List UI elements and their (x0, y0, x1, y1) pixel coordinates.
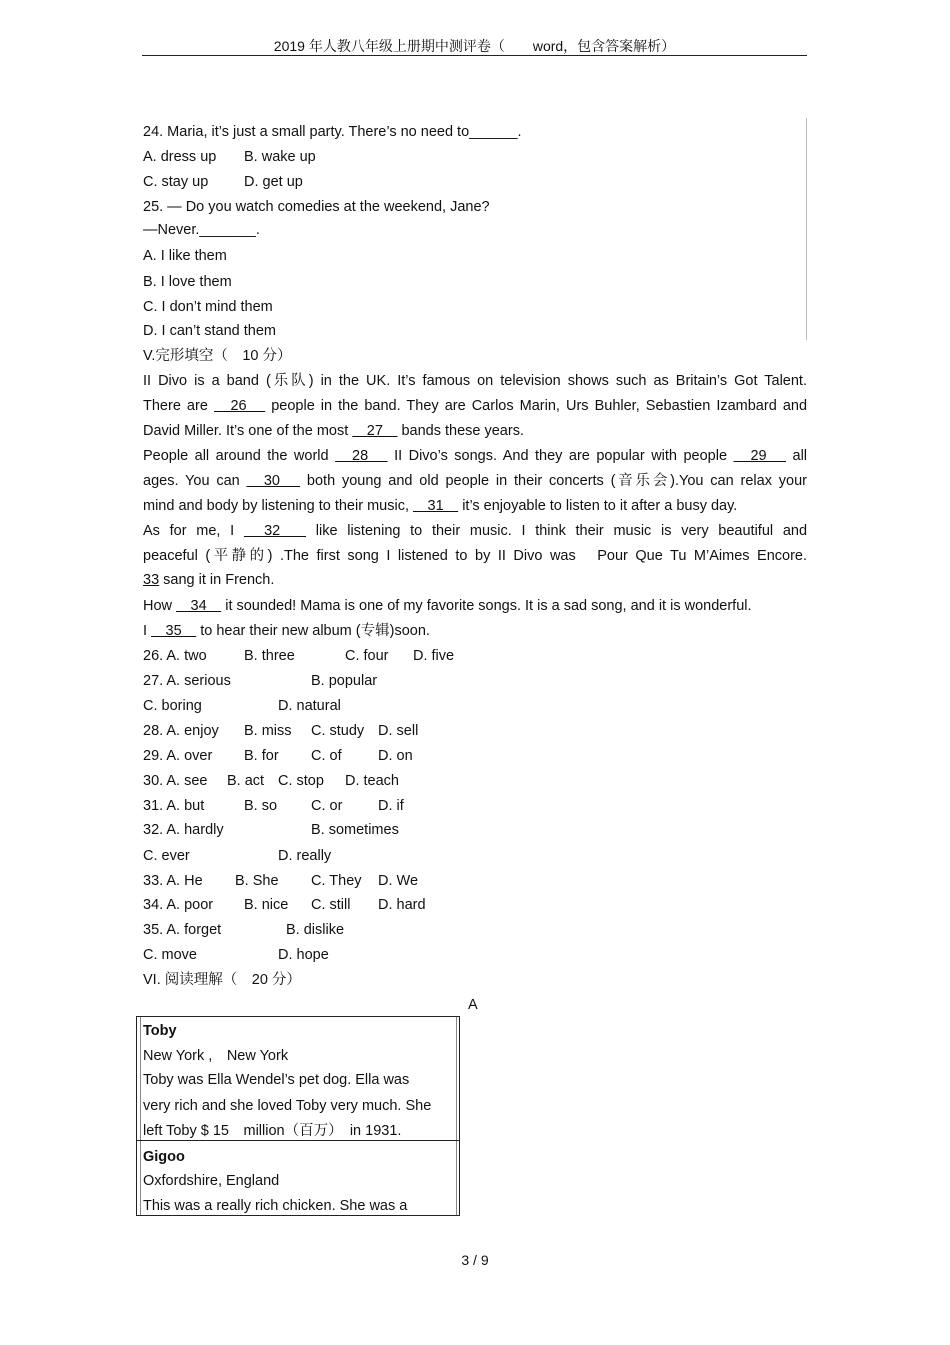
cloze-line-6: mind and body by listening to their music, 31 it’s enjoyable to listen to it after a busy day. (143, 498, 738, 514)
q34-option-c: C. still (311, 897, 351, 913)
q31-option-a: 31. A. but (143, 798, 205, 814)
q34-option-a: 34. A. poor (143, 897, 214, 913)
passage-label: A (468, 997, 478, 1013)
blank-28: 28 (335, 448, 388, 464)
q24-option-d: D. get up (244, 174, 303, 190)
q31-option-d: D. if (378, 798, 404, 814)
section-6-title: VI. 阅读理解（ 20 分） (143, 972, 301, 988)
blank-29: 29 (733, 448, 787, 464)
q27-option-a: 27. A. serious (143, 673, 231, 689)
q25-option-b: B. I love them (143, 274, 232, 290)
q25-option-d: D. I can’t stand them (143, 323, 276, 339)
blank-34: 34 (176, 598, 222, 614)
q33-option-a: 33. A. He (143, 873, 203, 889)
table-row-divider (137, 1140, 459, 1141)
q28-option-b: B. miss (244, 723, 292, 739)
q30-option-d: D. teach (345, 773, 399, 789)
q34-option-b: B. nice (244, 897, 289, 913)
gigoo-place: Oxfordshire, England (143, 1173, 280, 1189)
q25-stem: 25. — Do you watch comedies at the weekend, Jane? (143, 199, 490, 215)
q32-option-c: C. ever (143, 848, 190, 864)
blank-32: 32 (243, 523, 307, 539)
q28-option-d: D. sell (378, 723, 419, 739)
q29-option-c: C. of (311, 748, 342, 764)
q24-option-a: A. dress up (143, 149, 217, 165)
cloze-line-9: 33 sang it in French. (143, 572, 275, 588)
q25-option-a: A. I like them (143, 248, 227, 264)
q29-option-d: D. on (378, 748, 413, 764)
q35-option-d: D. hope (278, 947, 329, 963)
q34-option-d: D. hard (378, 897, 426, 913)
cloze-line-1: II Divo is a band (乐队) in the UK. It’s famous on television shows such as Britain’s Got Talent. (143, 373, 807, 389)
q30-option-a: 30. A. see (143, 773, 208, 789)
q29-option-a: 29. A. over (143, 748, 213, 764)
q26-option-a: 26. A. two (143, 648, 207, 664)
q32-option-a: 32. A. hardly (143, 822, 224, 838)
q29-option-b: B. for (244, 748, 279, 764)
gigoo-name: Gigoo (143, 1149, 185, 1165)
blank-26: 26 (213, 398, 266, 414)
toby-place: New York , New York (143, 1048, 289, 1064)
section-5-title: V.完形填空（ 10 分） (143, 348, 292, 364)
blank-35: 35 (151, 623, 197, 639)
q31-option-b: B. so (244, 798, 278, 814)
cloze-line-8: peaceful (平静的) .The first song I listened to by II Divo was Pour Que Tu M’Aimes Encore. (143, 548, 807, 564)
margin-line (806, 118, 807, 340)
q33-option-c: C. They (311, 873, 362, 889)
header-divider (142, 55, 807, 56)
q32-option-b: B. sometimes (311, 822, 399, 838)
q28-option-c: C. study (311, 723, 365, 739)
cloze-line-10: How 34 it sounded! Mama is one of my favorite songs. It is a sad song, and it is wonderful. (143, 598, 752, 614)
blank-30: 30 (246, 473, 301, 489)
q27-option-d: D. natural (278, 698, 341, 714)
q33-option-d: D. We (378, 873, 419, 889)
blank-27: 27 (352, 423, 398, 439)
q30-option-b: B. act (227, 773, 265, 789)
q26-option-b: B. three (244, 648, 295, 664)
cloze-line-11: I 35 to hear their new album (专辑)soon. (143, 623, 430, 639)
q25-option-c: C. I don’t mind them (143, 299, 273, 315)
q35-option-c: C. move (143, 947, 197, 963)
gigoo-line-1: This was a really rich chicken. She was a (143, 1198, 408, 1214)
q28-option-a: 28. A. enjoy (143, 723, 219, 739)
reading-table (136, 1016, 460, 1216)
q24-stem: 24. Maria, it’s just a small party. There’s no need to______. (143, 124, 522, 140)
page-number: 3 / 9 (461, 1252, 489, 1268)
q24-option-b: B. wake up (244, 149, 316, 165)
q27-option-c: C. boring (143, 698, 202, 714)
q27-option-b: B. popular (311, 673, 378, 689)
q24-option-c: C. stay up (143, 174, 209, 190)
q30-option-c: C. stop (278, 773, 324, 789)
cloze-line-5: ages. You can 30 both young and old people in their concerts (音乐会).You can relax your (143, 473, 807, 489)
blank-33: 33 (143, 572, 160, 588)
cloze-line-7: As for me, I 32 like listening to their music. I think their music is very beautiful and (143, 523, 808, 539)
page-header-title: 2019 年人教八年级上册期中测评卷（ word，包含答案解析） (273, 38, 676, 54)
q35-option-a: 35. A. forget (143, 922, 222, 938)
q26-option-d: D. five (413, 648, 455, 664)
q26-option-c: C. four (345, 648, 389, 664)
toby-line-2: very rich and she loved Toby very much. She (143, 1098, 432, 1114)
q31-option-c: C. or (311, 798, 343, 814)
q25-reply: —Never._______. (143, 222, 260, 238)
toby-name: Toby (143, 1023, 177, 1039)
toby-line-3: left Toby $ 15 million（百万） in 1931. (143, 1123, 402, 1139)
cloze-line-4: People all around the world 28 II Divo’s songs. And they are popular with people 29 all (143, 448, 808, 464)
q32-option-d: D. really (278, 848, 332, 864)
q35-option-b: B. dislike (286, 922, 345, 938)
cloze-line-2: There are 26 people in the band. They are Carlos Marin, Urs Buhler, Sebastien Izambard and (143, 398, 808, 414)
q33-option-b: B. She (235, 873, 279, 889)
table-inner-right-border (456, 1017, 457, 1215)
cloze-line-3: David Miller. It’s one of the most 27 bands these years. (143, 423, 524, 439)
toby-line-1: Toby was Ella Wendel’s pet dog. Ella was (143, 1072, 410, 1088)
blank-31: 31 (413, 498, 459, 514)
table-inner-left-border (140, 1017, 141, 1215)
